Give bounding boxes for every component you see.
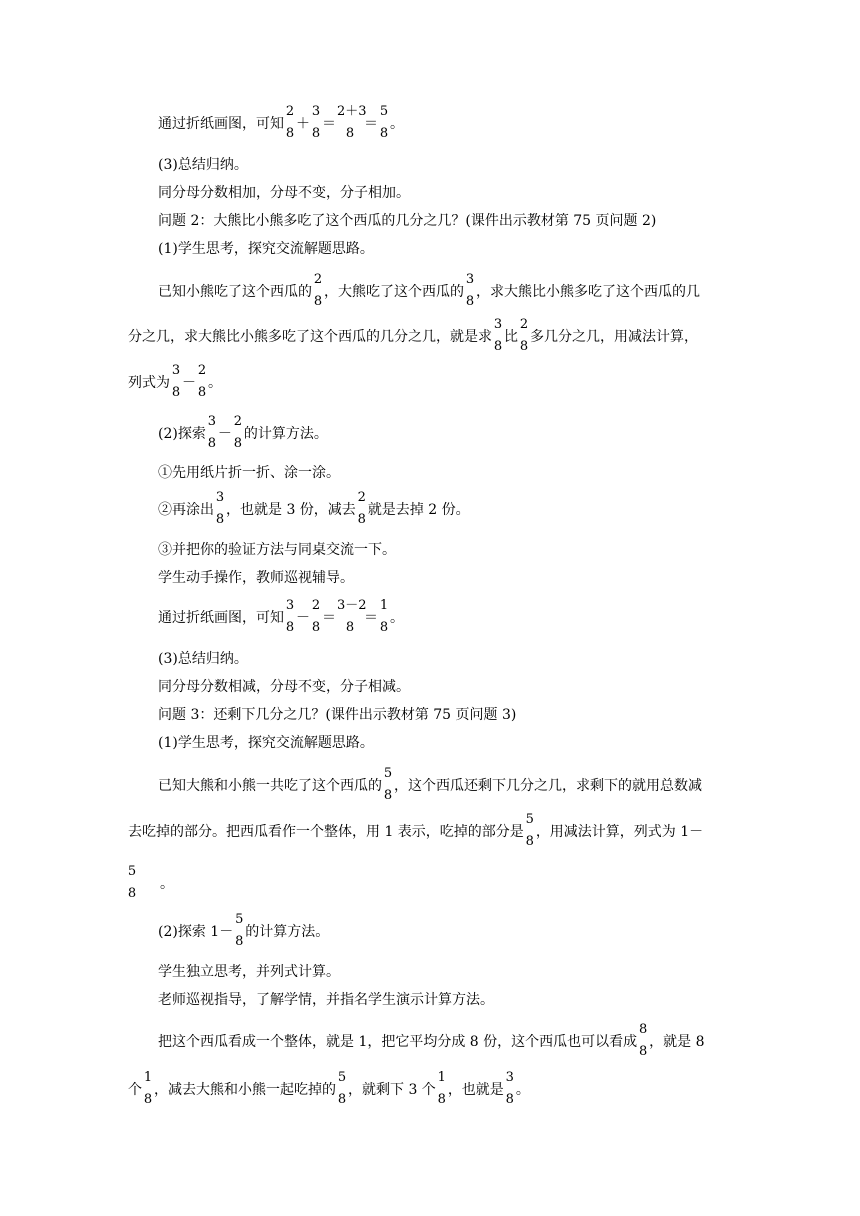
- text-line: [158, 598, 404, 635]
- fraction: [143, 1070, 153, 1107]
- fraction: [465, 272, 475, 309]
- text-line: 学生动手操作，教师巡视辅导。: [158, 570, 354, 586]
- text-segment: 去吃掉的部分。把西瓜看作一个整体，用 1 表示，吃掉的部分是: [128, 824, 524, 840]
- text-line: [158, 104, 404, 141]
- text-segment: ，用减法计算，列式为 1－: [535, 824, 704, 840]
- numerator: 2: [233, 414, 242, 429]
- numerator: 3: [215, 490, 225, 505]
- numerator: 3: [171, 363, 181, 378]
- numerator: 3: [311, 104, 321, 119]
- denominator: 8: [215, 512, 225, 527]
- denominator: 8: [207, 436, 216, 451]
- text-line: ①先用纸片折一折、涂一涂。: [158, 465, 340, 481]
- fraction: [383, 766, 393, 803]
- text-segment: (2)探索: [158, 426, 206, 442]
- denominator: 8: [383, 788, 393, 803]
- text-line: [126, 864, 138, 901]
- text-line: [128, 317, 698, 354]
- denominator: 8: [285, 126, 295, 141]
- numerator: 5: [379, 104, 389, 119]
- operator: －: [296, 610, 310, 626]
- text-line: (3)总结归纳。: [158, 157, 248, 173]
- denominator: 8: [525, 834, 534, 849]
- text-segment: ，减去大熊和小熊一起吃掉的: [154, 1082, 336, 1098]
- text-line: 问题 3：还剩下几分之几？(课件出示教材第 75 页问题 3): [158, 707, 517, 723]
- numerator: 2: [311, 598, 321, 613]
- text-segment: 分之几，求大熊比小熊多吃了这个西瓜的几分之几，就是求: [128, 329, 492, 345]
- denominator: 8: [493, 339, 503, 354]
- text-segment: (2)探索 1－: [158, 924, 234, 940]
- operator: －: [217, 426, 232, 442]
- fraction: [197, 363, 207, 400]
- numerator: 2: [519, 317, 529, 332]
- text-line: [158, 766, 702, 803]
- numerator: 2: [313, 272, 323, 287]
- text-segment: 。: [208, 375, 222, 391]
- text-segment: ，也就是 3 份，减去: [226, 502, 356, 518]
- text-line: ③并把你的验证方法与同桌交流一下。: [158, 542, 396, 558]
- text-segment: 已知大熊和小熊一共吃了这个西瓜的: [158, 778, 382, 794]
- denominator: 8: [465, 294, 475, 309]
- numerator: 3: [465, 272, 475, 287]
- text-line: [158, 414, 328, 451]
- denominator: 8: [313, 294, 323, 309]
- operator: －: [182, 375, 196, 391]
- fraction: [285, 104, 295, 141]
- text-segment: ，求大熊比小熊多吃了这个西瓜的几: [476, 284, 700, 300]
- text-line: [128, 1070, 530, 1107]
- text-line: (3)总结归纳。: [158, 651, 248, 667]
- fraction: [519, 317, 529, 354]
- fraction: [215, 490, 225, 527]
- denominator: 8: [337, 1092, 347, 1107]
- denominator: 8: [127, 886, 137, 901]
- operator: ＝: [364, 610, 378, 626]
- denominator: 8: [357, 512, 366, 527]
- numerator: 3: [505, 1070, 514, 1085]
- text-segment: ，这个西瓜还剩下几分之几，求剩下的就用总数减: [394, 778, 702, 794]
- numerator: 5: [127, 864, 137, 879]
- operator: ＋: [296, 116, 310, 132]
- numerator: 5: [337, 1070, 347, 1085]
- fraction: [337, 1070, 347, 1107]
- numerator: 2: [357, 490, 366, 505]
- fraction: [311, 104, 321, 141]
- text-segment: ，大熊吃了这个西瓜的: [324, 284, 464, 300]
- numerator: 3: [207, 414, 216, 429]
- text-segment: 通过折纸画图，可知: [158, 116, 284, 132]
- fraction: [234, 912, 244, 949]
- operator: ＝: [364, 116, 378, 132]
- numerator: 1: [437, 1070, 446, 1085]
- fraction: [233, 414, 243, 451]
- numerator: 1: [379, 598, 389, 613]
- text-line: [128, 363, 222, 400]
- denominator: 8: [311, 126, 321, 141]
- denominator: 8: [505, 1092, 514, 1107]
- text-segment: 的计算方法。: [243, 426, 328, 442]
- numerator: 3－2: [337, 598, 367, 613]
- fraction: [285, 598, 295, 635]
- denominator: 8: [233, 436, 242, 451]
- denominator: 8: [197, 385, 207, 400]
- denominator: 8: [311, 620, 321, 635]
- numerator: 1: [143, 1070, 153, 1085]
- numerator: 8: [639, 1022, 648, 1037]
- text-segment: 列式为: [128, 375, 170, 391]
- fraction: [171, 363, 181, 400]
- text-line: 同分母分数相减，分母不变，分子相减。: [158, 679, 410, 695]
- fraction: [207, 414, 217, 451]
- denominator: 8: [437, 1092, 446, 1107]
- text-line: 学生独立思考，并列式计算。: [158, 964, 340, 980]
- denominator: 8: [379, 620, 389, 635]
- fraction: [505, 1070, 515, 1107]
- denominator: 8: [171, 385, 181, 400]
- numerator: 3: [493, 317, 503, 332]
- fraction: [525, 812, 535, 849]
- text-segment: 个: [128, 1082, 142, 1098]
- denominator: 8: [235, 934, 244, 949]
- fraction: [311, 598, 321, 635]
- numerator: 3: [285, 598, 295, 613]
- numerator: 5: [525, 812, 534, 827]
- text-segment: 已知小熊吃了这个西瓜的: [158, 284, 312, 300]
- fraction: [337, 598, 367, 635]
- fraction: [357, 490, 367, 527]
- denominator: 8: [519, 339, 529, 354]
- text-line: [158, 912, 330, 949]
- text-segment: 就是去掉 2 份。: [367, 502, 470, 518]
- text-line: [158, 490, 470, 527]
- fraction: [313, 272, 323, 309]
- text-segment: 多几分之几，用减法计算，: [530, 329, 698, 345]
- text-line: (1)学生思考，探究交流解题思路。: [158, 735, 374, 751]
- numerator: 2: [197, 363, 207, 378]
- text-segment: 比: [504, 329, 518, 345]
- text-line: [158, 272, 700, 309]
- denominator: 8: [285, 620, 295, 635]
- fraction: [127, 864, 137, 901]
- text-line: 。: [160, 876, 174, 892]
- text-line: (1)学生思考，探究交流解题思路。: [158, 241, 374, 257]
- text-segment: 的计算方法。: [245, 924, 330, 940]
- numerator: 5: [383, 766, 393, 781]
- denominator: 8: [345, 126, 355, 141]
- text-segment: ，就是 8: [649, 1034, 705, 1050]
- text-segment: 。: [390, 116, 404, 132]
- text-line: 同分母分数相加，分母不变，分子相加。: [158, 185, 410, 201]
- text-segment: 通过折纸画图，可知: [158, 610, 284, 626]
- fraction: [379, 598, 389, 635]
- text-line: 问题 2：大熊比小熊多吃了这个西瓜的几分之几？(课件出示教材第 75 页问题 2): [158, 213, 657, 229]
- text-segment: 。: [515, 1082, 530, 1098]
- numerator: 5: [235, 912, 244, 927]
- denominator: 8: [143, 1092, 153, 1107]
- denominator: 8: [345, 620, 355, 635]
- numerator: 2＋3: [337, 104, 367, 119]
- fraction: [379, 104, 389, 141]
- fraction: [437, 1070, 447, 1107]
- operator: ＝: [322, 116, 336, 132]
- denominator: 8: [639, 1044, 648, 1059]
- fraction: [638, 1022, 648, 1059]
- text-segment: ②再涂出: [158, 502, 214, 518]
- fraction: [337, 104, 367, 141]
- text-line: [128, 812, 704, 849]
- numerator: 2: [285, 104, 295, 119]
- text-segment: ，就剩下 3 个: [348, 1082, 436, 1098]
- text-line: [158, 1022, 705, 1059]
- text-segment: 。: [390, 610, 404, 626]
- text-segment: ，也就是: [447, 1082, 504, 1098]
- denominator: 8: [379, 126, 389, 141]
- text-segment: 把这个西瓜看成一个整体，就是 1，把它平均分成 8 份，这个西瓜也可以看成: [158, 1034, 638, 1050]
- operator: ＝: [322, 610, 336, 626]
- text-line: 老师巡视指导，了解学情，并指名学生演示计算方法。: [158, 992, 494, 1008]
- fraction: [493, 317, 503, 354]
